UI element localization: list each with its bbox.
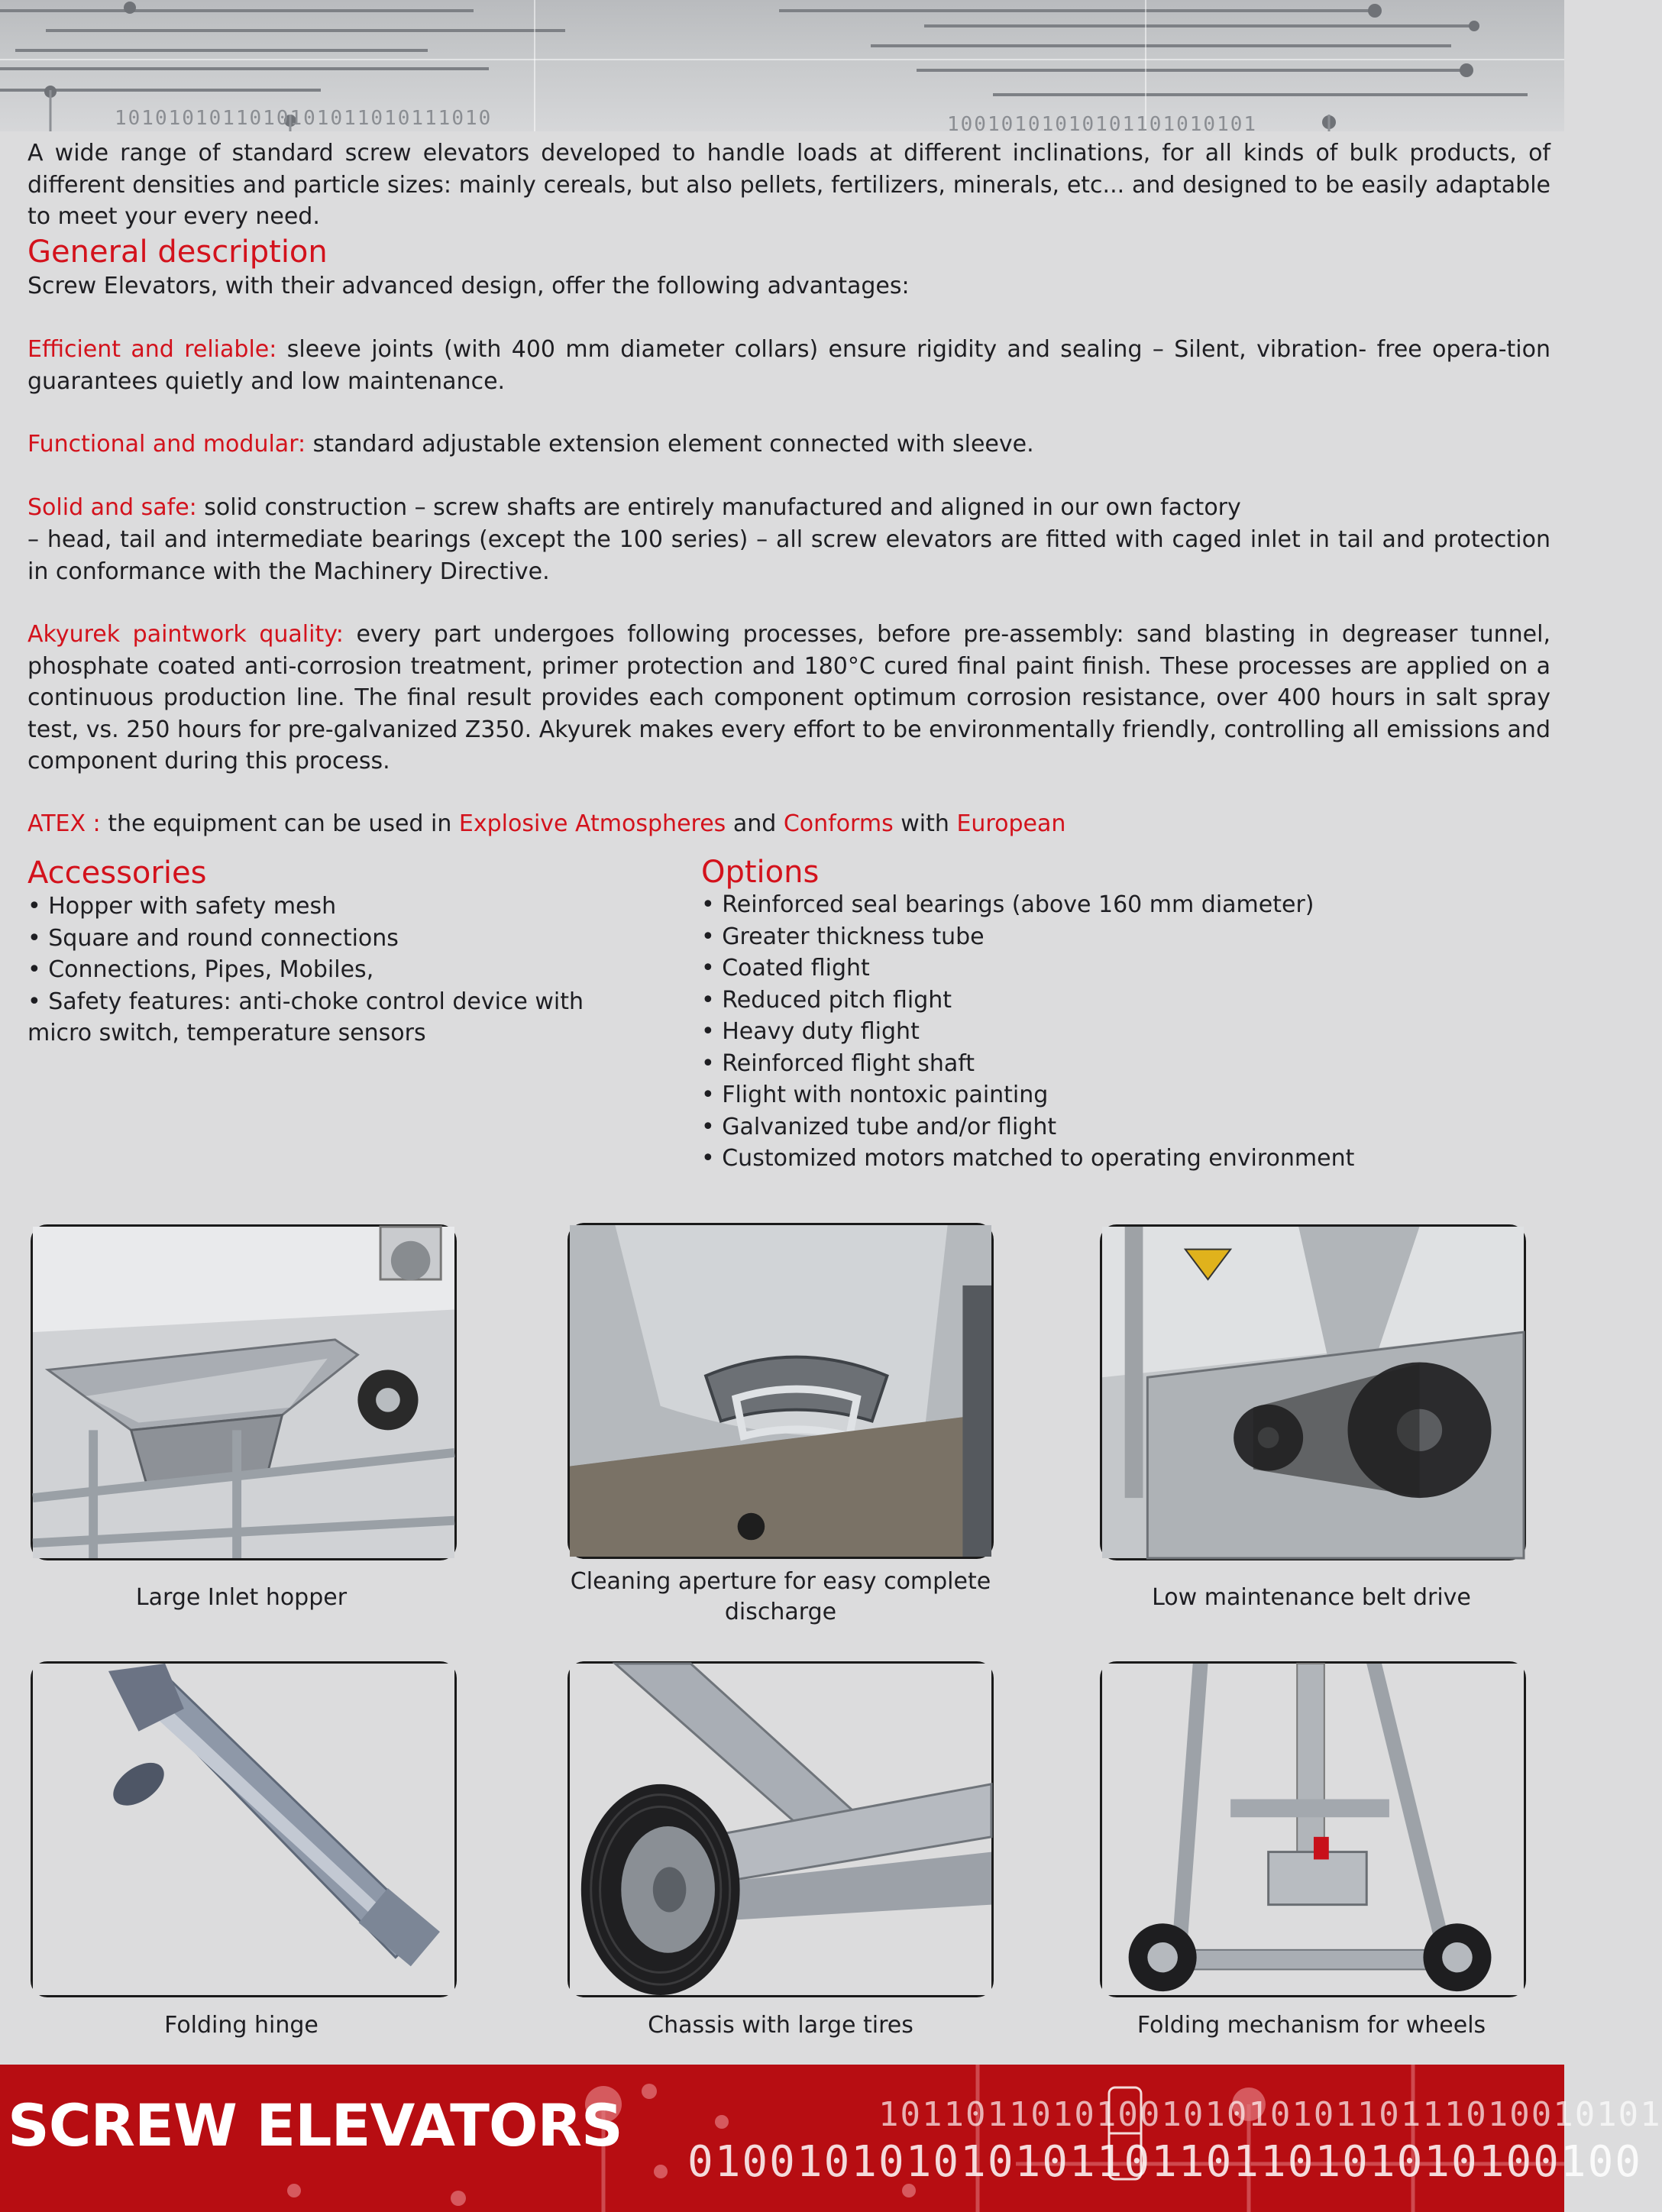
atex-label: ATEX : [27, 810, 101, 837]
header-binary-right: 10010101010101101010101 [947, 113, 1258, 136]
feature-label: Functional and modular: [27, 431, 306, 458]
list-item: • Galvanized tube and/or flight [701, 1111, 1541, 1143]
footer-binary-bottom: 01001010101010110110110101010100100 [687, 2137, 1643, 2187]
header-banner [0, 0, 1564, 136]
photo-folding-hinge [31, 1661, 457, 1997]
photo-caption: Chassis with large tires [648, 2012, 913, 2039]
options-list [701, 889, 1541, 1175]
general-lead: Screw Elevators, with their advanced design, offer the following advantages: [27, 273, 910, 299]
feature-solid [27, 492, 1550, 524]
footer-title: SCREW ELEVATORS [8, 2091, 622, 2159]
feature-functional [27, 428, 1550, 461]
options-heading: Options [701, 855, 820, 890]
header-binary-left: 1010101011010101011010111010 [115, 107, 493, 130]
accessories-heading: Accessories [27, 855, 207, 891]
footer-binary-top: 101101101010010101010110111010010101 [878, 2095, 1662, 2134]
photo-caption: Large Inlet hopper [135, 1584, 348, 1611]
photo-inlet-hopper [31, 1224, 457, 1560]
feature-paintwork [27, 619, 1550, 778]
list-item: • Greater thickness tube [701, 921, 1541, 953]
atex-line [27, 808, 1550, 840]
photo-caption: Low maintenance belt drive [1152, 1584, 1471, 1611]
list-item: • Connections, Pipes, Mobiles, [27, 954, 639, 986]
list-item: • Reduced pitch flight [701, 985, 1541, 1017]
list-item: • Reinforced seal bearings (above 160 mm diameter) [701, 889, 1541, 921]
atex-text: with [893, 810, 957, 837]
photo-caption: Folding mechanism for wheels [1137, 2012, 1486, 2039]
feature-label: Solid and safe: [27, 494, 197, 521]
accessories-list [27, 891, 639, 1049]
atex-highlight: Explosive Atmospheres [458, 810, 726, 837]
atex-text: the equipment can be used in [100, 810, 459, 837]
general-description-heading: General description [27, 234, 328, 270]
list-item: • Flight with nontoxic painting [701, 1079, 1541, 1111]
feature-text: solid construction – screw shafts are entirely manufactured and aligned in our own factory [196, 494, 1241, 521]
intro-paragraph: A wide range of standard screw elevators developed to handle loads at different inclinations, for all kinds of bulk products, of different densities and particle sizes: mainly cereals, but also pellets, fertilizers, minerals, etc... and designed to be easily adaptable to meet your every need. [27, 140, 1550, 230]
photo-caption: Folding hinge [164, 2012, 318, 2039]
list-item: • Reinforced flight shaft [701, 1048, 1541, 1080]
list-item: • Coated flight [701, 952, 1541, 985]
feature-text: sleeve joints (with 400 mm diameter collars) ensure rigidity and sealing – Silent, vibration- free opera-tion guarantees quietly and low maintenance. [27, 336, 1551, 395]
photo-chassis-tires [567, 1661, 994, 1997]
atex-highlight: European [956, 810, 1066, 837]
photo-cleaning-aperture [567, 1223, 994, 1559]
footer-banner [0, 2065, 1662, 2212]
atex-highlight: Conforms [783, 810, 894, 837]
feature-text: standard adjustable extension element connected with sleeve. [306, 431, 1034, 458]
list-item: • Square and round connections [27, 923, 639, 955]
atex-text: and [726, 810, 784, 837]
feature-label: Efficient and reliable: [27, 336, 277, 363]
feature-efficient [27, 334, 1550, 397]
list-item: • Customized motors matched to operating environment [701, 1143, 1541, 1175]
photo-caption: Cleaning aperture for easy complete discharge [570, 1568, 991, 1625]
photo-belt-drive [1100, 1224, 1526, 1560]
photo-folding-mechanism [1100, 1661, 1526, 1997]
list-item: • Heavy duty flight [701, 1016, 1541, 1048]
feature-text: every part undergoes following processes, before pre-assembly: sand blasting in degreaser tunnel, phosphate coated anti-corrosion treatment, primer protection and 180°C cured final paint finish. These processes are applied on a continuous production line. The final result provides each component optimum corrosion resistance, over 400 hours in salt spray test, vs. 250 hours for pre-galvanized Z350. Akyurek makes every effort to be environmentally friendly, controlling all emissions and component during this process. [27, 621, 1550, 775]
list-item: • Hopper with safety mesh [27, 891, 639, 923]
feature-solid-continued: – head, tail and intermediate bearings (except the 100 series) – all screw elevators are fitted with caged inlet in tail and protection in conformance with the Machinery Directive. [27, 526, 1550, 585]
list-item: • Safety features: anti-choke control device with micro switch, temperature sensors [27, 986, 639, 1049]
feature-label: Akyurek paintwork quality: [27, 621, 344, 648]
